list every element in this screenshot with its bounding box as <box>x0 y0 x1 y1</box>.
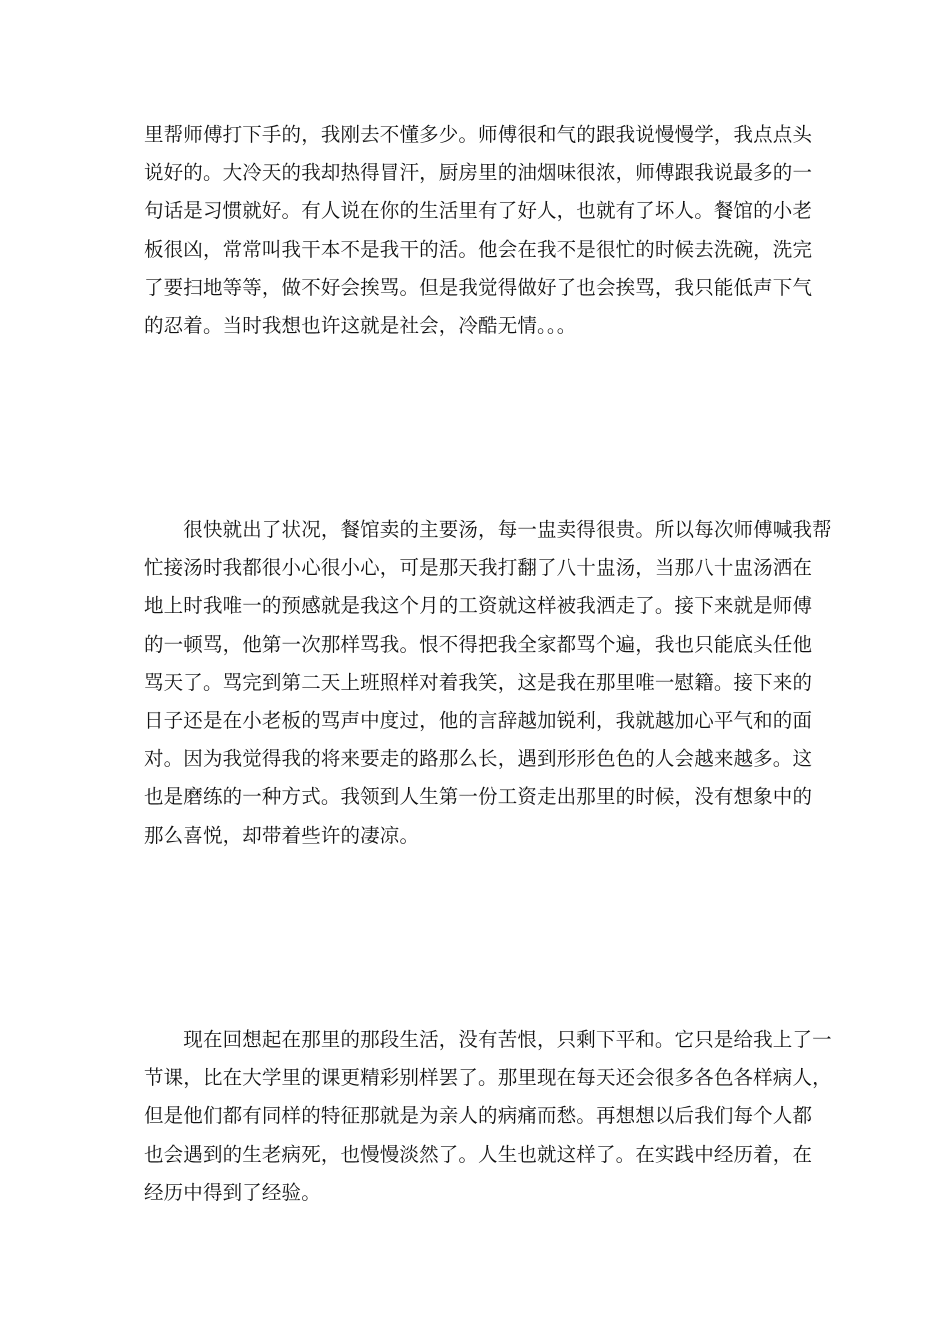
text-line: 地上时我唯一的预感就是我这个月的工资就这样被我洒走了。接下来就是师傅 <box>144 594 813 618</box>
text-line: 但是他们都有同样的特征那就是为亲人的病痛而愁。再想想以后我们每个人都 <box>144 1104 813 1128</box>
text-line: 骂天了。骂完到第二天上班照样对着我笑，这是我在那里唯一慰籍。接下来的 <box>144 670 813 694</box>
text-line: 现在回想起在那里的那段生活，没有苦恨，只剩下平和。它只是给我上了一 <box>144 1028 832 1051</box>
text-line: 日子还是在小老板的骂声中度过，他的言辞越加锐利，我就越加心平气和的面 <box>144 709 813 733</box>
text-line: 板很凶，常常叫我干本不是我干的活。他会在我不是很忙的时候去洗碗，洗完 <box>144 237 813 261</box>
paragraph-spilled-soup <box>144 511 832 855</box>
paragraph-reflection <box>144 1021 832 1212</box>
text-line: 了要扫地等等，做不好会挨骂。但是我觉得做好了也会挨骂，我只能低声下气 <box>144 275 813 299</box>
text-line: 忙接汤时我都很小心很小心，可是那天我打翻了八十盅汤，当那八十盅汤洒在 <box>144 556 813 580</box>
text-line: 对。因为我觉得我的将来要走的路那么长，遇到形形色色的人会越来越多。这 <box>144 747 813 771</box>
paragraph-kitchen-work <box>144 116 813 345</box>
text-line: 也是磨练的一种方式。我领到人生第一份工资走出那里的时候，没有想象中的 <box>144 785 813 809</box>
text-line: 很快就出了状况，餐馆卖的主要汤，每一盅卖得很贵。所以每次师傅喊我帮 <box>144 518 832 541</box>
text-line: 说好的。大冷天的我却热得冒汗，厨房里的油烟味很浓，师傅跟我说最多的一 <box>144 161 813 185</box>
text-line: 的一顿骂，他第一次那样骂我。恨不得把我全家都骂个遍，我也只能底头任他 <box>144 632 813 656</box>
text-line: 也会遇到的生老病死，也慢慢淡然了。人生也就这样了。在实践中经历着，在 <box>144 1142 813 1166</box>
text-line: 节课，比在大学里的课更精彩别样罢了。那里现在每天还会很多各色各样病人， <box>144 1066 832 1090</box>
text-line: 句话是习惯就好。有人说在你的生活里有了好人，也就有了坏人。餐馆的小老 <box>144 199 813 223</box>
text-line: 那么喜悦，却带着些许的凄凉。 <box>144 823 420 847</box>
text-line: 经历中得到了经验。 <box>144 1180 321 1204</box>
text-line: 里帮师傅打下手的，我刚去不懂多少。师傅很和气的跟我说慢慢学，我点点头 <box>144 123 813 146</box>
text-line: 的忍着。当时我想也许这就是社会，冷酷无情。。。 <box>144 314 577 338</box>
